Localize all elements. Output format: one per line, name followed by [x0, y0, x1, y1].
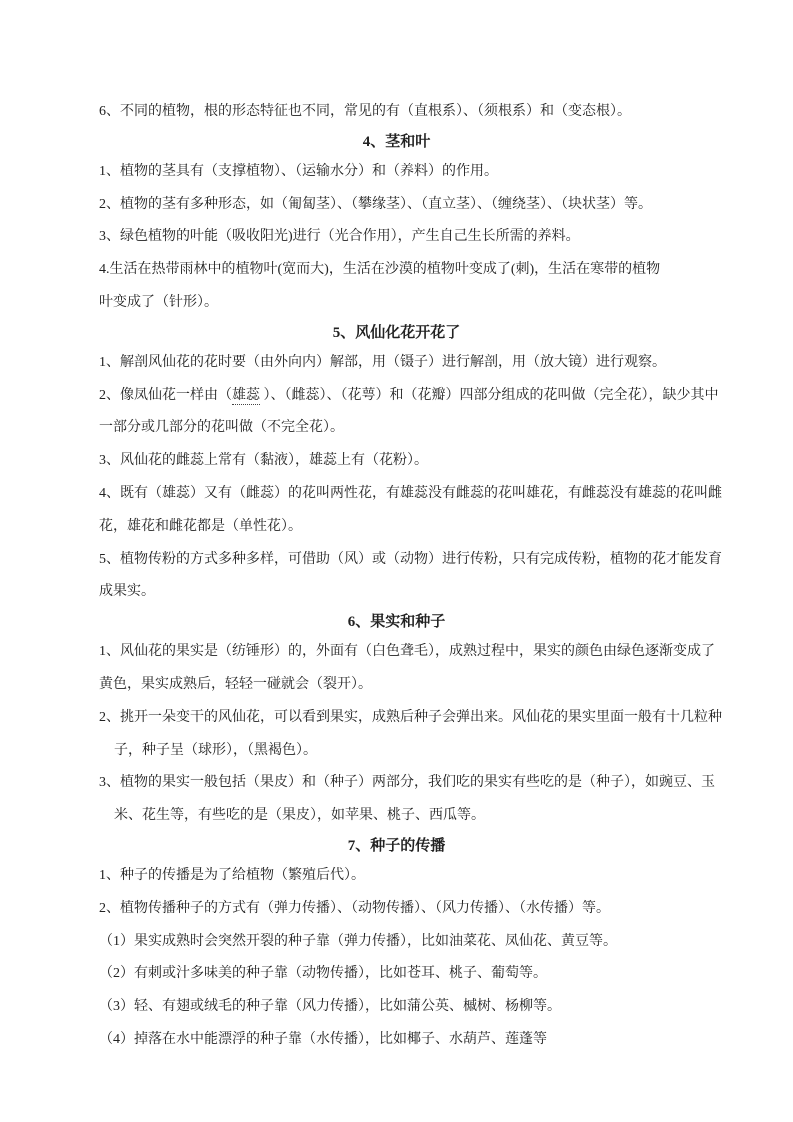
text-run: 2、挑开一朵变干的风仙花，可以看到果实，成熟后种子会弹出来。风仙花的果实里面一般有十几粒种	[99, 709, 722, 725]
text-line	[99, 958, 723, 991]
text-run: 2、像凤仙花一样由（	[99, 387, 232, 403]
text-line	[99, 544, 723, 577]
section-heading	[0, 609, 793, 636]
text-run: 米、花生等，有些吃的是（果皮），如苹果、桃子、西瓜等。	[114, 808, 485, 824]
text-run: 子，种子呈（球形），（黑褐色）。	[114, 742, 317, 758]
text-run: 3、植物的果实一般包括（果皮）和（种子）两部分，我们吃的果实有些吃的是（种子），如豌豆、玉	[99, 775, 715, 791]
text-line	[99, 576, 723, 609]
text-line	[99, 189, 723, 222]
text-run: 4.生活在热带雨林中的植物叶(宽而大)，生活在沙漠的植物叶变成了(刺)，生活在寒带的植物	[99, 262, 661, 278]
text-run: 成果实。	[99, 584, 155, 600]
text-line	[99, 1024, 723, 1057]
text-line	[99, 991, 723, 1024]
text-run: （1）果实成熟时会突然开裂的种子靠（弹力传播），比如油菜花、凤仙花、黄豆等。	[99, 933, 617, 949]
text-line	[99, 287, 723, 320]
text-run: 7、种子的传播	[347, 837, 446, 854]
section-heading	[0, 833, 793, 860]
text-run: 6、不同的植物，根的形态特征也不同，常见的有（直根系）、（须根系）和（变态根）。	[99, 104, 631, 119]
text-run: 4、茎和叶	[362, 133, 431, 150]
text-line	[99, 412, 723, 445]
text-line	[99, 669, 723, 702]
text-run: ）、（雌蕊）、（花萼）和（花瓣）四部分组成的花叫做（完全花），缺少其中	[260, 387, 719, 403]
text-run: 2、植物传播种子的方式有（弹力传播）、（动物传播）、（风力传播）、（水传播）等。	[99, 900, 610, 916]
text-line	[99, 511, 723, 544]
text-run: 6、果实和种子	[347, 614, 446, 631]
text-line	[99, 800, 723, 833]
text-run: （4）掉落在水中能漂浮的种子靠（水传播），比如椰子、水葫芦、莲蓬等	[99, 1031, 547, 1047]
text-line	[99, 221, 723, 254]
text-line	[99, 893, 723, 926]
text-line	[99, 926, 723, 959]
text-run: （2）有刺或汁多味美的种子靠（动物传播），比如苍耳、桃子、葡萄等。	[99, 966, 547, 982]
text-line	[99, 445, 723, 478]
text-line	[99, 347, 723, 380]
text-run: 1、种子的传播是为了给植物（繁殖后代）。	[99, 867, 365, 883]
text-run: 5、植物传粉的方式多种多样，可借助（风）或（动物）进行传粉，只有完成传粉，植物的花才能发育	[99, 551, 722, 567]
text-run: 2、植物的茎有多种形态，如（匍匐茎）、（攀缘茎）、（直立茎）、（缠绕茎）、（块状茎）等。	[99, 196, 652, 212]
text-line	[99, 478, 723, 511]
text-run: 4、既有（雄蕊）又有（雌蕊）的花叫两性花，有雄蕊没有雌蕊的花叫雄花，有雌蕊没有雄蕊的花叫雌	[99, 485, 722, 501]
text-line	[99, 860, 723, 893]
text-line	[99, 767, 723, 800]
text-line	[99, 702, 723, 735]
text-line	[99, 636, 723, 669]
text-run: 5、风仙化花开花了	[332, 324, 461, 341]
underlined-term: 雄蕊	[232, 387, 260, 403]
text-run: 1、风仙花的果实是（纺锤形）的，外面有（白色聋毛），成熟过程中，果实的颜色由绿色逐渐变成了	[99, 644, 715, 660]
text-run: 花，雄花和雌花都是（单性花）。	[99, 518, 302, 534]
text-run: 一部分或几部分的花叫做（不完全花）。	[99, 420, 344, 436]
text-run: 1、解剖风仙花的花时要（由外向内）解部，用（镊子）进行解剖，用（放大镜）进行观察。	[99, 354, 666, 370]
text-run: 3、绿色植物的叶能（吸收阳光)进行（光合作用），产生自己生长所需的养料。	[99, 229, 580, 245]
text-line	[99, 254, 723, 287]
text-line	[99, 156, 723, 189]
text-run: 黄色，果实成熟后，轻轻一碰就会（裂开）。	[99, 676, 372, 692]
text-line	[99, 380, 723, 413]
section-heading	[0, 320, 793, 347]
text-run: 叶变成了（针形）。	[99, 294, 218, 310]
text-run: （3）轻、有翅或绒毛的种子靠（风力传播），比如蒲公英、槭树、杨柳等。	[99, 999, 561, 1015]
section-heading	[0, 129, 793, 156]
text-line	[99, 96, 723, 129]
text-run: 3、风仙花的雌蕊上常有（黏液），雄蕊上有（花粉）。	[99, 453, 428, 469]
text-line	[99, 735, 723, 768]
text-run: 1、植物的茎具有（支撑植物）、（运输水分）和（养料）的作用。	[99, 163, 498, 179]
